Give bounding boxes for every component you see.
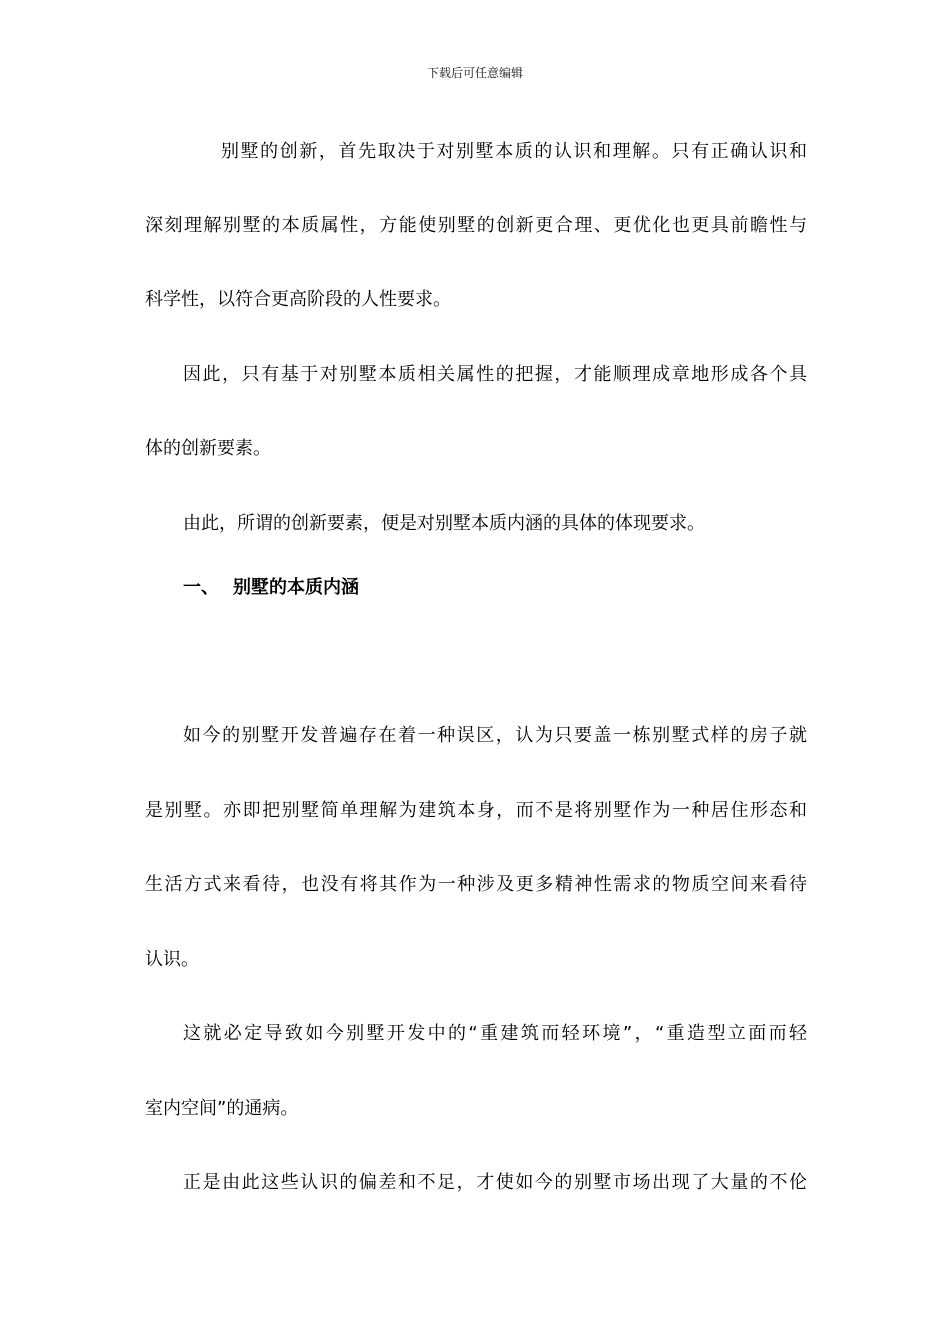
paragraph-4-line-4: 认识。 xyxy=(145,949,199,970)
paragraph-2-line-2: 体的创新要素。 xyxy=(145,438,271,459)
paragraph-3-line-1: 由此，所谓的创新要素，便是对别墅本质内涵的具体的体现要求。 xyxy=(183,513,705,534)
paragraph-1-line-3: 科学性，以符合更高阶段的人性要求。 xyxy=(145,289,451,310)
paragraph-2-line-1: 因此，只有基于对别墅本质相关属性的把握，才能顺理成章地形成各个具 xyxy=(183,364,807,385)
paragraph-1-line-1: 别墅的创新，首先取决于对别墅本质的认识和理解。只有正确认识和 xyxy=(221,141,807,162)
page-header-note: 下载后可任意编辑 xyxy=(426,66,523,80)
paragraph-5-line-2: 室内空间”的通病。 xyxy=(145,1098,299,1119)
section-heading-title: 别墅的本质内涵 xyxy=(233,577,359,598)
paragraph-4-line-3: 生活方式来看待，也没有将其作为一种涉及更多精神性需求的物质空间来看待 xyxy=(145,874,807,895)
paragraph-6-line-1: 正是由此这些认识的偏差和不足，才使如今的别墅市场出现了大量的不伦 xyxy=(183,1172,807,1193)
paragraph-4-line-1: 如今的别墅开发普遍存在着一种误区，认为只要盖一栋别墅式样的房子就 xyxy=(183,725,807,746)
section-heading-number: 一、 xyxy=(183,577,219,598)
section-heading xyxy=(183,576,359,600)
paragraph-4-line-2: 是别墅。亦即把别墅简单理解为建筑本身，而不是将别墅作为一种居住形态和 xyxy=(145,800,807,821)
paragraph-1-line-2: 深刻理解别墅的本质属性，方能使别墅的创新更合理、更优化也更具前瞻性与 xyxy=(145,215,807,236)
paragraph-5-line-1: 这就必定导致如今别墅开发中的“重建筑而轻环境”，“重造型立面而轻 xyxy=(183,1023,807,1044)
